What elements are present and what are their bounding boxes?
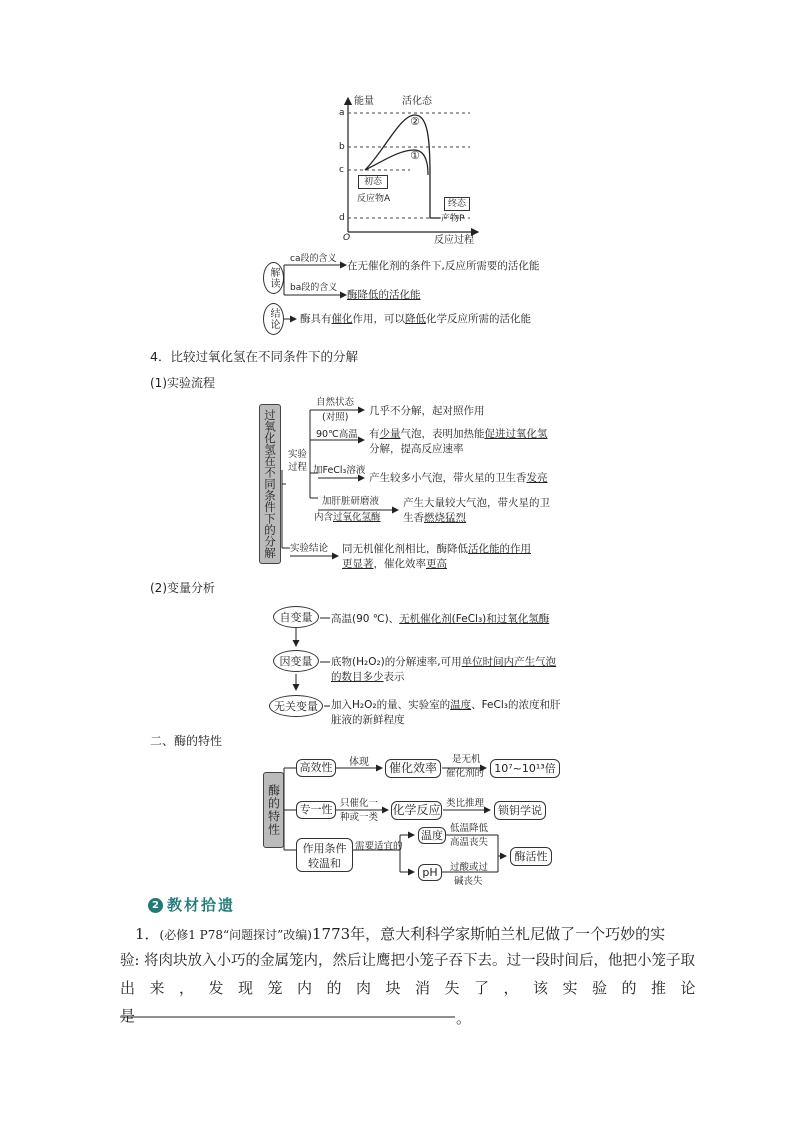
is-inorg-2: 催化剂的	[446, 768, 485, 779]
reactant-label: 反应物A	[357, 194, 391, 204]
irr1-post: 、FeCl₃的浓度和肝	[471, 699, 561, 711]
enzyme-left-bar	[263, 772, 284, 848]
conclusion-mid: 作用，可以	[352, 313, 405, 325]
cat-eff-box: 催化效率	[385, 759, 441, 778]
curve-2-label: ②	[410, 115, 420, 128]
ca-label: ca段的含义	[290, 254, 337, 264]
fc1-u: 活化能的作用	[468, 543, 531, 555]
question-end: 。	[456, 1009, 472, 1027]
cond-2: 较温和	[308, 857, 341, 870]
embody-label: 体现	[349, 757, 369, 768]
interpret-chars: 解读	[268, 267, 279, 289]
liver-2-u: 过氧化氢酶	[333, 512, 381, 523]
graph-x-label: 反应过程	[434, 235, 474, 246]
pickup-title: 教材拾遗	[167, 896, 236, 914]
liver-2	[314, 512, 381, 523]
badge-icon: 2	[148, 898, 163, 913]
question-line-2: 验: 将肉块放入小巧的金属笼内，然后让鹰把小笼子吞下去。过一段时间后，他把小笼子取	[120, 953, 695, 969]
dependent-result-2	[331, 670, 405, 684]
fecl3-u: 发亮	[526, 472, 548, 484]
answer-blank[interactable]	[120, 1005, 455, 1019]
ph-box: pH	[418, 864, 442, 881]
analogy-label: 类比推理	[446, 798, 485, 809]
conclusion-post: 化学反应所需的活化能	[426, 313, 531, 325]
question-line-3: 出来，发现笼内的肉块消失了，该实验的推论是	[120, 979, 711, 1025]
question-line-1	[135, 920, 695, 949]
fecl3-r: 产生较多小气泡，带火星的卫生香	[369, 472, 527, 484]
process-label-2: 过程	[288, 462, 308, 473]
level-d: d	[339, 213, 345, 223]
product-label: 产物P	[441, 214, 465, 224]
conclusion-u1: 催化	[331, 313, 353, 325]
liver-2-pre: 内含	[314, 512, 334, 523]
initial-state-box: 初态	[358, 175, 388, 189]
process-label-1: 实验	[288, 449, 308, 460]
section2-title: 二、酶的特性	[150, 734, 223, 748]
ca-text: 在无催化剂的条件下,反应所需要的活化能	[347, 260, 540, 272]
q-src: (必修1 P78“问题探讨”改编)	[159, 928, 312, 942]
conclusion-oval	[263, 303, 284, 335]
chem-react-box: 化学反应	[391, 801, 442, 820]
curve-1-label: ①	[410, 149, 420, 162]
temp-box: 温度	[418, 827, 446, 844]
flow-conclusion-2	[342, 557, 447, 571]
ind-u: 无机催化剂(FeCl₃)和过氧化氢酶	[399, 613, 550, 625]
interpret-oval	[263, 262, 284, 294]
dep1-u: 单位时间内产生气泡	[461, 656, 557, 668]
conclusion-u2: 降低	[405, 313, 426, 325]
section4-title: 4．比较过氧化氢在不同条件下的分解	[150, 349, 358, 364]
ba-text: 酶降低的活化能	[347, 289, 421, 301]
ba-label: ba段的含义	[290, 283, 338, 293]
fc2-u2: 更高	[426, 558, 447, 570]
natural-2: (对照)	[322, 412, 349, 423]
high-temp-result-2: 分解，提高反应速率	[369, 443, 464, 455]
ht-u: 少量	[379, 428, 401, 440]
only-1: 只催化一	[340, 798, 379, 809]
level-c: c	[339, 165, 344, 175]
cond-1: 作用条件	[302, 842, 347, 855]
liver-r2-u: 燃烧猛烈	[424, 512, 466, 524]
fc2-mid: ，催化效率	[373, 558, 426, 570]
liver-result-2	[403, 511, 466, 525]
final-state-box: 终态	[444, 197, 470, 211]
low-temp-2: 高温丧失	[450, 837, 489, 848]
high-temp-result-1	[369, 427, 548, 441]
acid-2: 碱丧失	[454, 876, 483, 887]
high-eff-box: 高效性	[296, 759, 336, 777]
fecl3-result	[369, 471, 548, 485]
irrelevant-result-1	[331, 698, 560, 712]
need-label: 需要适宜的	[355, 841, 403, 852]
cond-box	[296, 838, 353, 872]
independent-result	[331, 612, 549, 626]
graph-peak-label: 活化态	[402, 96, 432, 107]
flow-left-bar	[259, 404, 281, 564]
irrelevant-oval: 无关变量	[269, 695, 323, 717]
section4-sub1: (1)实验流程	[150, 376, 215, 390]
only-2: 种或一类	[340, 812, 379, 823]
natural-1: 自然状态	[316, 397, 355, 408]
liver-result-1: 产生大量较大气泡，带火星的卫	[403, 497, 550, 509]
section4-sub2: (2)变量分析	[150, 581, 215, 595]
low-temp-1: 低温降低	[450, 823, 489, 834]
flow-left-text: 过氧化氢在不同条件下的分解	[263, 409, 277, 559]
dependent-oval: 因变量	[273, 650, 319, 672]
ht-pre: 有	[369, 428, 380, 440]
irr1-u: 温度	[450, 699, 472, 711]
dep2-post: 表示	[383, 671, 405, 683]
graph-y-label: 能量	[354, 96, 374, 107]
times-box: 10⁷~10¹³倍	[490, 759, 560, 778]
conclusion-text	[300, 312, 531, 326]
acid-1: 过酸或过	[450, 862, 489, 873]
fecl3-label: 加FeCl₃溶液	[313, 465, 366, 476]
specific-box: 专一性	[296, 801, 336, 819]
irr1-pre: 加入H₂O₂的量、实验室的	[331, 699, 451, 711]
level-a: a	[339, 108, 345, 118]
dependent-result-1	[331, 655, 556, 669]
dep1-pre: 底物(H₂O₂)的分解速率,可用	[331, 656, 462, 668]
enzyme-left-text: 酶的特性	[266, 784, 281, 836]
ht-mid: 气泡，表明加热能	[400, 428, 485, 440]
graph-origin: O	[343, 233, 351, 243]
ht-u2: 促进过氧化氢	[484, 428, 548, 440]
dep2-u: 的数目多少	[331, 671, 384, 683]
is-inorg-1: 是无机	[452, 754, 481, 765]
independent-oval: 自变量	[273, 606, 319, 628]
flow-conclusion-1	[342, 542, 531, 556]
ind-pre: 高温(90 ℃)、	[331, 613, 400, 625]
conclusion-pre: 酶具有	[300, 313, 332, 325]
fc1-pre: 同无机催化剂相比，酶降低	[342, 543, 468, 555]
lock-key-box: 锁钥学说	[494, 801, 546, 820]
fc2-u1: 更显著	[342, 558, 374, 570]
natural-result: 几乎不分解，起对照作用	[369, 405, 485, 417]
irrelevant-result-2: 脏液的新鲜程度	[331, 714, 405, 726]
liver-1: 加肝脏研磨液	[322, 496, 380, 507]
conclusion-chars: 结论	[268, 308, 279, 330]
flow-conclusion-label: 实验结论	[290, 543, 329, 554]
q-num: 1．	[135, 925, 160, 943]
level-b: b	[339, 142, 345, 152]
activity-box: 酶活性	[510, 847, 552, 866]
q-text-1: 1773年，意大利科学家斯帕兰札尼做了一个巧妙的实	[311, 925, 666, 943]
liver-r2-pre: 生香	[403, 512, 424, 524]
high-temp: 90℃高温	[316, 429, 358, 440]
